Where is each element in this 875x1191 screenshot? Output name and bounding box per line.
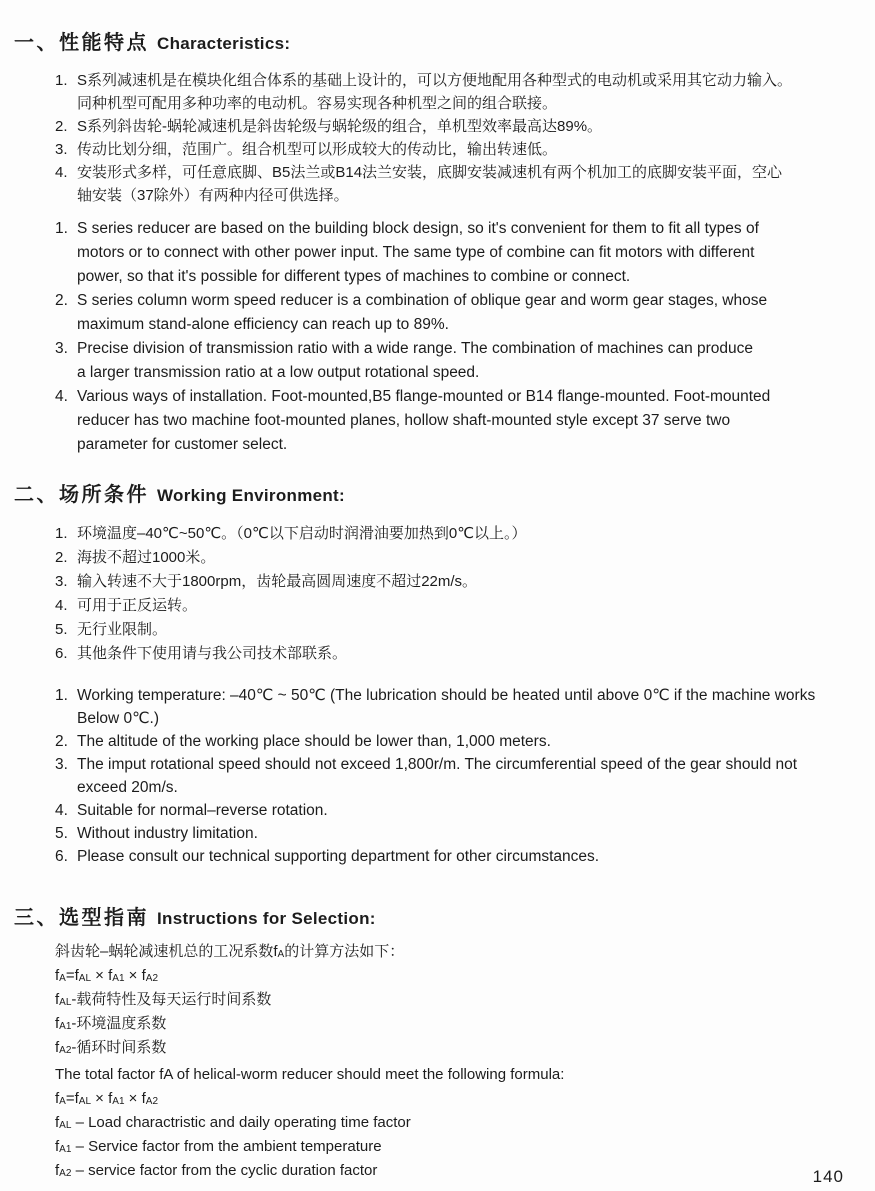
section-selection-instructions-heading [14,901,855,930]
formula-line: $f_{A1}$ – Service factor from the ambient temperature [55,1138,382,1155]
page-number: 140 [812,1167,844,1186]
list-item [55,161,855,207]
list-item-text: 其他条件下使用请与我公司技术部联系。 [77,645,348,662]
section-selection-instructions [14,901,855,1183]
list-item-text: Suitable for normal–reverse rotation. [77,802,328,819]
list-item-text: The altitude of the working place should be lower than, 1,000 meters. [77,733,551,750]
list-item-text: S系列减速机是在模块化组合体系的基础上设计的，可以方便地配用各种型式的电动机或采用其它动力输入。 同种机型可配用多种功率的电动机。容易实现各种机型之间的组合联接。 [77,72,793,112]
list-item [55,642,855,666]
list-item-number: 2. [55,733,68,750]
list-item [55,289,855,337]
selection-formula-content [55,940,855,1183]
list-item [55,69,855,115]
list-item [55,594,855,618]
list-item-number: 5. [55,621,68,638]
list-item-number: 2. [55,118,68,135]
list-item-text: 输入转速不大于1800rpm，齿轮最高圆周速度不超过22m/s。 [77,573,478,590]
section-selection-instructions-heading-en: Instructions for Selection: [157,909,376,928]
list-item-text: 传动比划分细，范围广。组合机型可以形成较大的传动比，输出转速低。 [77,141,558,158]
list-item-number: 4. [55,164,68,181]
list-item-number: 4. [55,802,68,819]
section-characteristics [14,26,855,457]
list-item [55,753,855,799]
section-working-environment-heading [14,478,855,507]
list-item-number: 2. [55,549,68,566]
section-working-environment-heading-cn: 二、场所条件 [14,484,149,506]
characteristics-list-english [55,217,855,457]
list-item [55,570,855,594]
list-item-number: 2. [55,292,68,309]
list-item-number: 4. [55,597,68,614]
section-characteristics-heading-cn: 一、性能特点 [14,32,149,54]
section-working-environment [14,478,855,868]
list-item-number: 4. [55,388,68,405]
list-item-text: S series reducer are based on the building block design, so it's convenient for them to fit all types of motors or to connect with other power input. The same type of combine can fit motors with different power, so that it's possible for different types of machines to combine or connect. [77,220,759,285]
list-item [55,684,855,730]
formula-line: $f_{A2}-$循环时间系数 [55,1039,167,1056]
list-item-text: 海拔不超过1000米。 [77,549,216,566]
list-item-number: 5. [55,825,68,842]
formula-line: 斜齿轮–蜗轮减速机总的工况系数$f_A$的计算方法如下： [55,943,405,960]
list-item-number: 6. [55,848,68,865]
formula-line: $f_A=f_{AL} \times f_{A1} \times f_{A2}$ [55,1090,159,1107]
list-item-text: The imput rotational speed should not exceed 1,800r/m. The circumferential speed of the gear should not exceed 20m/s. [77,756,798,796]
list-item-number: 1. [55,220,68,237]
list-item-number: 3. [55,141,68,158]
working-environment-list-english [55,684,855,868]
list-item-text: 可用于正反运转。 [77,597,198,614]
list-item [55,115,855,138]
list-item [55,337,855,385]
section-selection-instructions-heading-cn: 三、选型指南 [14,907,149,929]
list-item [55,730,855,753]
section-characteristics-heading [14,26,855,55]
list-item [55,522,855,546]
list-item-text: S series column worm speed reducer is a combination of oblique gear and worm gear stages, whose maximum stand-alone efficiency can reach up to 89%. [77,292,768,333]
list-item-text: Working temperature: –40℃ ~ 50℃ (The lubrication should be heated until above 0℃ if the machine works Below 0℃.) [77,687,816,727]
formula-line: $f_{A1}-$环境温度系数 [55,1015,167,1032]
list-item-number: 3. [55,573,68,590]
list-item-text: Without industry limitation. [77,825,258,842]
formula-line: $f_{A2}$ – service factor from the cyclic duration factor [55,1162,378,1179]
list-item-text: Various ways of installation. Foot-mounted,B5 flange-mounted or B14 flange-mounted. Foot-mounted reducer has two machine foot-mounted planes, hollow shaft-mounted style except 37 serve two parameter for customer select. [77,388,771,453]
list-item-number: 3. [55,756,68,773]
list-item [55,845,855,868]
list-item-number: 1. [55,687,68,704]
list-item [55,546,855,570]
formula-line: $f_A=f_{AL} \times f_{A1} \times f_{A2}$ [55,967,159,984]
list-item [55,385,855,457]
list-item-text: 安装形式多样，可任意底脚、B5法兰或B14法兰安装，底脚安装减速机有两个机加工的底脚安装平面，空心 轴安装（37除外）有两种内径可供选择。 [77,164,783,204]
list-item-number: 1. [55,72,68,89]
formula-line: $f_{AL}-$载荷特性及每天运行时间系数 [55,991,272,1008]
list-item-text: 环境温度–40℃~50℃。（0℃以下启动时润滑油要加热到0℃以上。） [77,525,527,542]
list-item-text: 无行业限制。 [77,621,168,638]
formula-line: The total factor fA of helical-worm reducer should meet the following formula: [55,1066,565,1083]
list-item [55,618,855,642]
working-environment-list-chinese [55,522,855,666]
list-item-number: 1. [55,525,68,542]
list-item [55,138,855,161]
list-item-number: 3. [55,340,68,357]
list-item [55,799,855,822]
list-item [55,822,855,845]
list-item-text: Please consult our technical supporting department for other circumstances. [77,848,600,865]
list-item-text: S系列斜齿轮-蜗轮减速机是斜齿轮级与蜗轮级的组合，单机型效率最高达89%。 [77,118,603,135]
formula-line: $f_{AL}$ – Load charactristic and daily operating time factor [55,1114,411,1131]
characteristics-list-chinese [55,69,855,207]
section-characteristics-heading-en: Characteristics: [157,34,291,53]
section-working-environment-heading-en: Working Environment: [157,486,345,505]
list-item [55,217,855,289]
list-item-text: Precise division of transmission ratio with a wide range. The combination of machines can produce a larger transmission ratio at a low output rotational speed. [77,340,754,381]
list-item-number: 6. [55,645,68,662]
